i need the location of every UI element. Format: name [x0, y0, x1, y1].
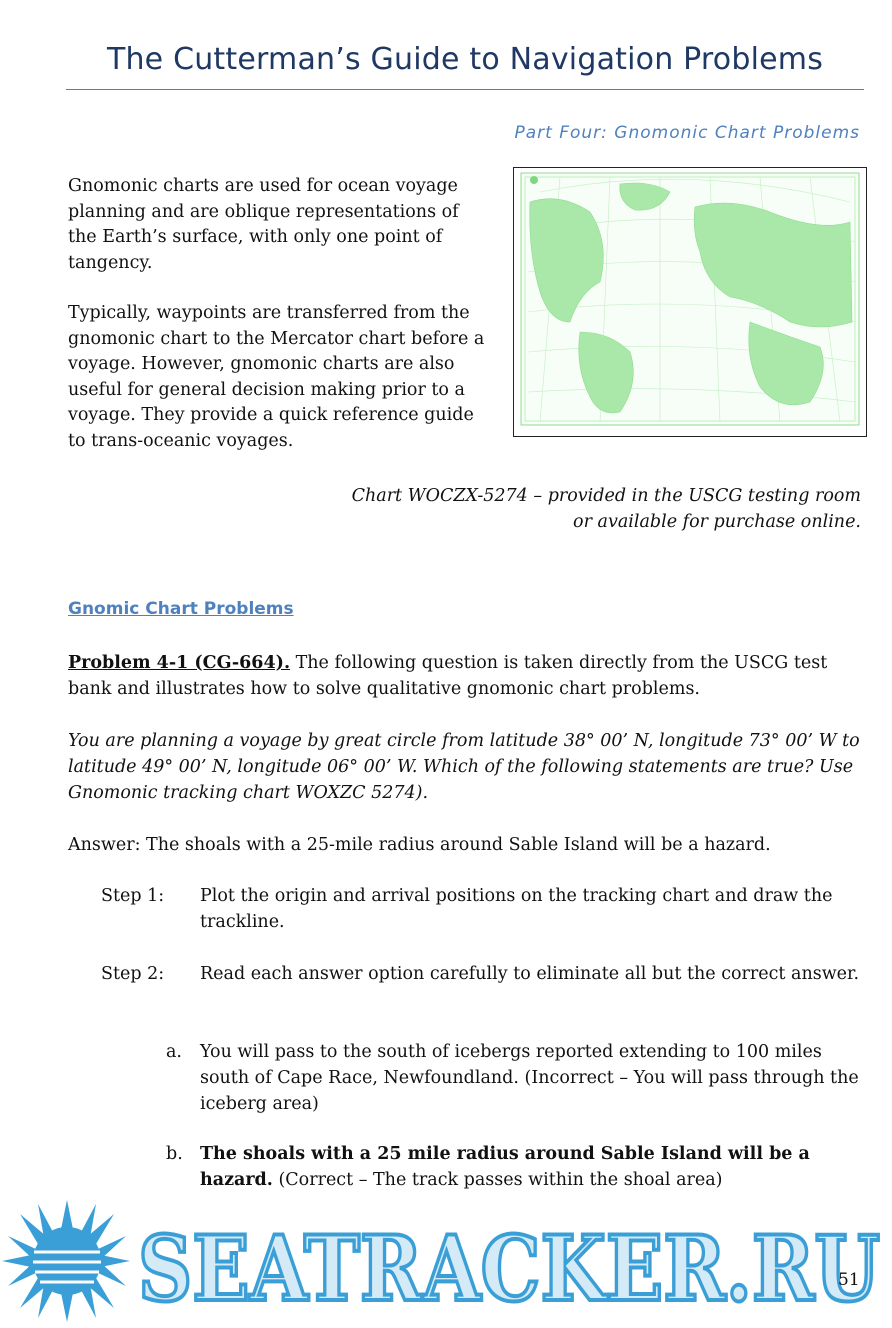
page-header-title: The Cutterman’s Guide to Navigation Problems	[106, 42, 824, 77]
problem-label: Problem 4-1 (CG-664).	[68, 653, 291, 673]
intro-paragraph-2: Typically, waypoints are transferred from the gnomonic chart to the Mercator chart before a voyage. However, gnomonic charts are also useful for general decision making prior to a voyage. They provide a quick reference guide to trans-oceanic voyages.	[68, 303, 485, 451]
option-b-note: (Correct – The track passes within the shoal area)	[272, 1170, 723, 1190]
gnomonic-chart-image	[513, 167, 867, 437]
intro-paragraph-1: Gnomonic charts are used for ocean voyage planning and are oblique representations of the Earth’s surface, with only one point of tangency.	[68, 176, 459, 273]
problem-question: You are planning a voyage by great circle from latitude 38° 00’ N, longitude 73° 00’ W to latitude 49° 00’ N, longitude 06° 00’ W. Which of the following statements are true? Use Gnomonic tracking chart WOXZC 5274).	[68, 731, 860, 803]
watermark-text: SEATRACKER.RU	[138, 1216, 880, 1322]
chart-caption-line-1: Chart WOCZX-5274 – provided in the USCG testing room	[351, 486, 861, 506]
step-2-label: Step 2:	[101, 964, 165, 984]
gnomonic-chart-illustration	[520, 172, 860, 430]
part-heading: Part Four: Gnomonic Chart Problems	[514, 123, 860, 143]
option-b-bold-text: The shoals with a 25 mile radius around Sable Island will be a hazard.	[200, 1144, 810, 1190]
option-a-label: a.	[166, 1042, 182, 1062]
step-1-label: Step 1:	[101, 886, 165, 906]
step-2-text: Read each answer option carefully to eliminate all but the correct answer.	[200, 964, 860, 984]
option-b-text	[200, 1141, 860, 1193]
option-a-text: You will pass to the south of icebergs reported extending to 100 miles south of Cape Race, Newfoundland. (Incorrect – You will pass through the iceberg area)	[200, 1042, 859, 1114]
problem-text: The following question is taken directly from the USCG test bank and illustrates how to solve qualitative gnomonic chart problems.	[68, 653, 828, 699]
problem-answer: Answer: The shoals with a 25-mile radius around Sable Island will be a hazard.	[68, 835, 771, 855]
step-1-text: Plot the origin and arrival positions on the tracking chart and draw the trackline.	[200, 886, 833, 932]
chart-caption-line-2: or available for purchase online.	[573, 512, 861, 532]
problem-intro	[68, 650, 868, 702]
seatracker-watermark	[0, 1196, 892, 1328]
section-heading: Gnomic Chart Problems	[68, 599, 294, 619]
header-divider	[66, 89, 864, 90]
option-b-label: b.	[166, 1144, 183, 1164]
page-number: 51	[838, 1270, 860, 1290]
intro-text	[68, 174, 486, 479]
chart-caption	[352, 483, 861, 535]
